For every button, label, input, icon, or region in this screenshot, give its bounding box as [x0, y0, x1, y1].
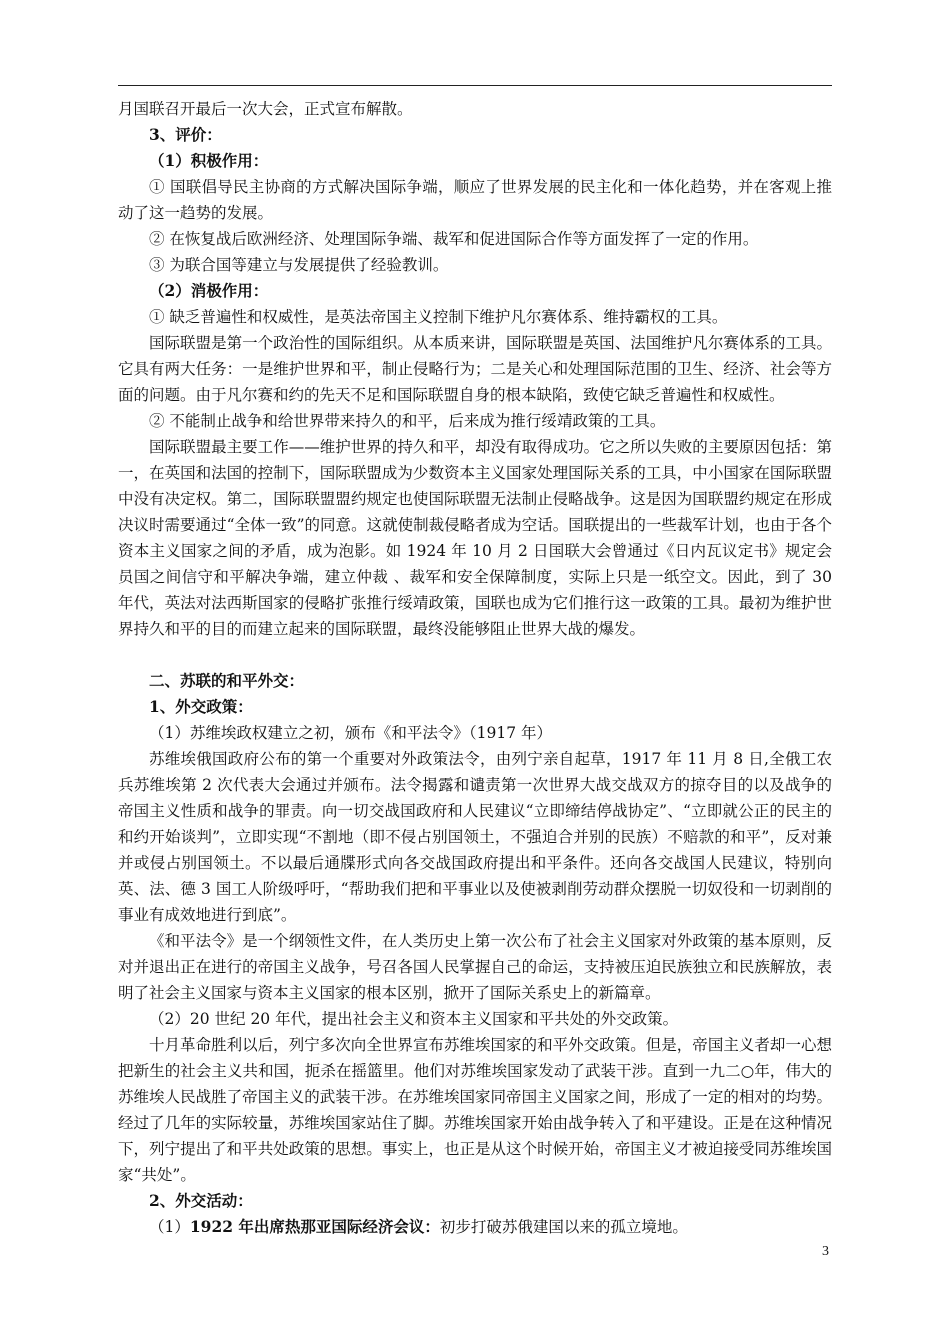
- paragraph: ② 不能制止战争和给世界带来持久的和平，后来成为推行绥靖政策的工具。: [149, 412, 666, 430]
- paragraph: 十月革命胜利以后，列宁多次向全世界宣布苏维埃国家的和平外交政策。但是，帝国主义者却一心想把新生的社会主义共和国，扼杀在摇篮里。他们对苏维埃国家发动了武装干涉。直到一九二○年，伟大的苏维埃人民战胜了帝国主义的武装干涉。在苏维埃国家同帝国主义国家之间，形成了一定的相对的均势。经过了几年的实际较量，苏维埃国家站住了脚。苏维埃国家开始由战争转入了和平建设。正是在这种情况下，列宁提出了和平共处政策的思想。事实上，也正是从这个时候开始，帝国主义才被迫接受同苏维埃国家“共处”。: [118, 1036, 832, 1184]
- paragraph: ③ 为联合国等建立与发展提供了经验教训。: [149, 256, 449, 274]
- item-title: 1922 年出席热那亚国际经济会议：: [189, 1217, 440, 1236]
- document-body: [118, 96, 832, 1240]
- item-text: 初步打破苏俄建国以来的孤立境地。: [439, 1218, 688, 1236]
- section-heading: 2、外交活动：: [149, 1191, 253, 1210]
- blank-line: [118, 642, 832, 668]
- subsection-heading: （1）积极作用：: [149, 151, 269, 170]
- subsection-heading: （2）消极作用：: [149, 281, 269, 300]
- paragraph: 国际联盟最主要工作——维护世界的持久和平，却没有取得成功。它之所以失败的主要原因包括：第一，在英国和法国的控制下，国际联盟成为少数资本主义国家处理国际关系的工具，中小国家在国际联盟中没有决定权。第二，国际联盟盟约规定也使国际联盟无法制止侵略战争。这是因为国联盟约规定在形成决议时需要通过“全体一致”的同意。这就使制裁侵略者成为空话。国联提出的一些裁军计划，也由于各个资本主义国家之间的矛盾，成为泡影。如 1924 年 10 月 2 日国联大会曾通过《日内瓦议定书》规定会员国之间信守和平解决争端，建立仲裁 、裁军和安全保障制度，实际上只是一纸空文。因此，到了 30 年代，英法对法西斯国家的侵略扩张推行绥靖政策，国联也成为它们推行这一政策的工具。最初为维护世界持久和平的目的而建立起来的国际联盟，最终没能够阻止世界大战的爆发。: [118, 438, 832, 638]
- paragraph: ② 在恢复战后欧洲经济、处理国际争端、裁军和促进国际合作等方面发挥了一定的作用。: [149, 230, 759, 248]
- paragraph: 月国联召开最后一次大会，正式宣布解散。: [118, 100, 413, 118]
- paragraph: 苏维埃俄国政府公布的第一个重要对外政策法令，由列宁亲自起草，1917 年 11 月 8 日,全俄工农兵苏维埃第 2 次代表大会通过并颁布。法令揭露和谴责第一次世界大战交战双方的掠夺目的以及战争的帝国主义性质和战争的罪责。向一切交战国政府和人民建议“立即缔结停战协定”、“立即就公正的民主的和约开始谈判”，立即实现“不割地（即不侵占别国领土，不强迫合并别的民族）不赔款的和平”，反对兼并或侵占别国领土。不以最后通牒形式向各交战国政府提出和平条件。还向各交战国人民建议，特别向英、法、德 3 国工人阶级呼吁，“帮助我们把和平事业以及使被剥削劳动群众摆脱一切奴役和一切剥削的事业有成效地进行到底”。: [118, 750, 832, 924]
- paragraph: ① 缺乏普遍性和权威性，是英法帝国主义控制下维护凡尔赛体系、维持霸权的工具。: [149, 308, 728, 326]
- section-heading: 3、评价：: [149, 125, 222, 144]
- item-marker: （1）: [149, 1218, 190, 1236]
- section-heading: 二、苏联的和平外交：: [149, 671, 305, 690]
- paragraph: （2）20 世纪 20 年代，提出社会主义和资本主义国家和平共处的外交政策。: [149, 1010, 679, 1028]
- header-rule: [118, 85, 832, 86]
- section-heading: 1、外交政策：: [149, 697, 253, 716]
- paragraph: （1）苏维埃政权建立之初，颁布《和平法令》（1917 年）: [149, 724, 552, 742]
- paragraph: 《和平法令》是一个纲领性文件，在人类历史上第一次公布了社会主义国家对外政策的基本原则，反对并退出正在进行的帝国主义战争，号召各国人民掌握自己的命运，支持被压迫民族独立和民族解放，表明了社会主义国家与资本主义国家的根本区别，掀开了国际关系史上的新篇章。: [118, 932, 832, 1002]
- paragraph: ① 国联倡导民主协商的方式解决国际争端，顺应了世界发展的民主化和一体化趋势，并在客观上推动了这一趋势的发展。: [118, 178, 832, 222]
- paragraph: [118, 1214, 832, 1240]
- page-number: 3: [822, 1244, 829, 1259]
- paragraph: 国际联盟是第一个政治性的国际组织。从本质来讲，国际联盟是英国、法国维护凡尔赛体系的工具。它具有两大任务：一是维护世界和平，制止侵略行为；二是关心和处理国际范围的卫生、经济、社会等方面的问题。由于凡尔赛和约的先天不足和国际联盟自身的根本缺陷，致使它缺乏普遍性和权威性。: [118, 334, 832, 404]
